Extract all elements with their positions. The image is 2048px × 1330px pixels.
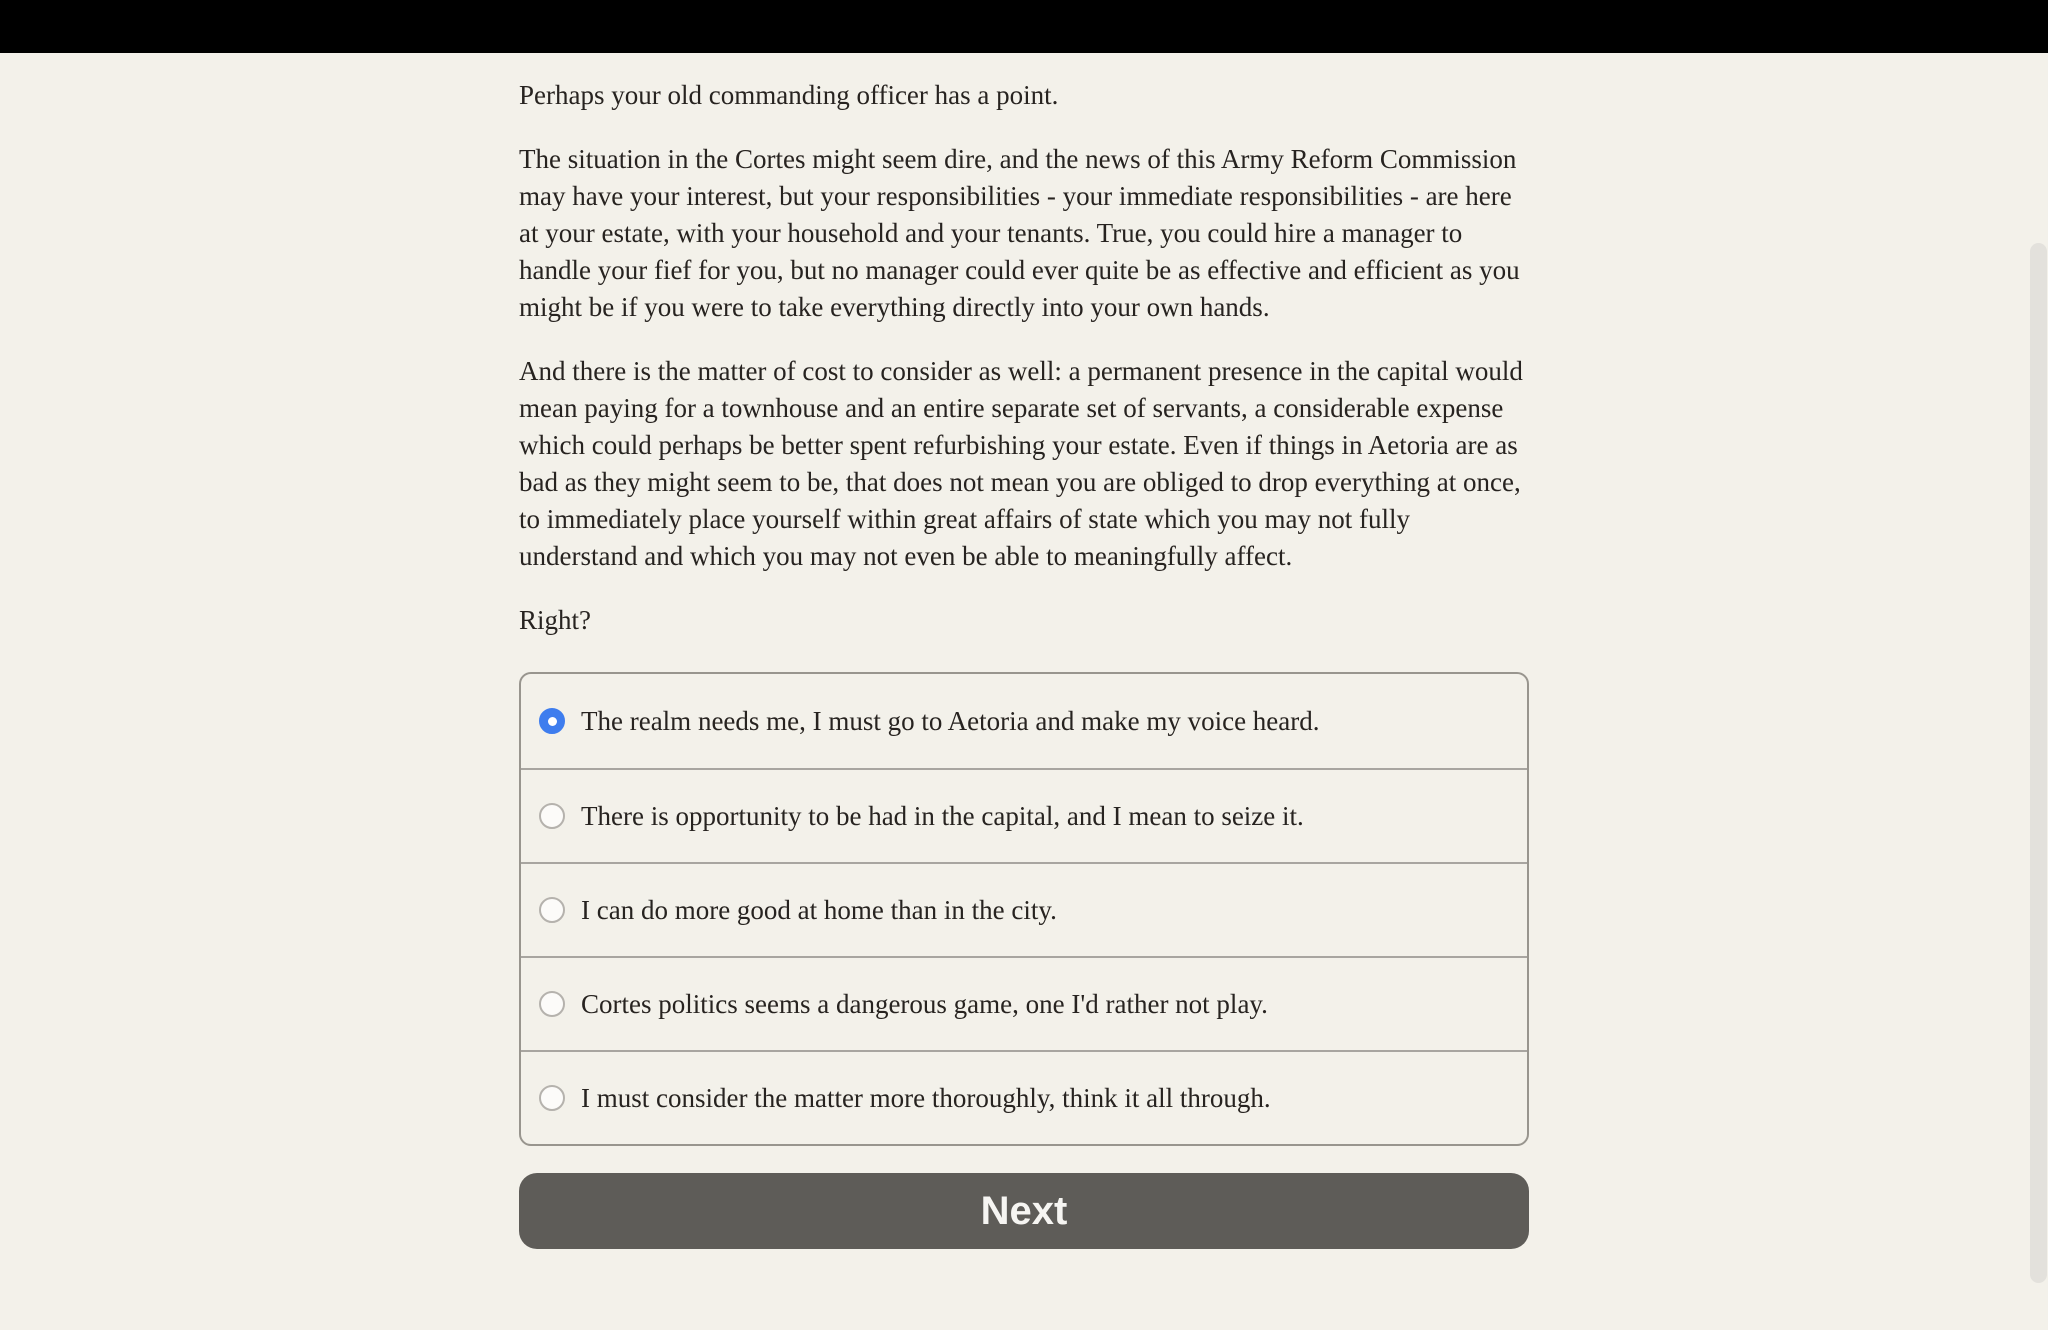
choice-option-5[interactable]	[521, 1050, 1527, 1144]
choice-option-2[interactable]	[521, 768, 1527, 862]
top-bar	[0, 0, 2048, 53]
story-paragraph: Perhaps your old commanding officer has a point.	[519, 80, 1059, 110]
story-paragraph: The situation in the Cortes might seem dire, and the news of this Army Reform Commission may have your interest, but your responsibilities - your immediate responsibilities - are here at your estate, with your household and your tenants. True, you could hire a manager to handle your fief for you, but no manager could ever quite be as effective and efficient as you might be if you were to take everything directly into your own hands.	[519, 144, 1520, 322]
story-content	[519, 53, 1529, 1249]
choice-list	[519, 672, 1529, 1146]
story-paragraph: And there is the matter of cost to consider as well: a permanent presence in the capital would mean paying for a townhouse and an entire separate set of servants, a considerable expense which could perhaps be better spent refurbishing your estate. Even if things in Aetoria are as bad as they might seem to be, that does not mean you are obliged to drop everything at once, to immediately place yourself within great affairs of state which you may not fully understand and which you may not even be able to meaningfully affect.	[519, 356, 1523, 571]
choice-option-label: I must consider the matter more thoroughly, think it all through.	[581, 1083, 1271, 1113]
radio-button[interactable]	[539, 991, 565, 1017]
radio-button[interactable]	[539, 897, 565, 923]
choice-option-1[interactable]	[521, 674, 1527, 768]
next-button[interactable]	[519, 1173, 1529, 1249]
radio-button[interactable]	[539, 803, 565, 829]
choice-option-3[interactable]	[521, 862, 1527, 956]
radio-button[interactable]	[539, 708, 565, 734]
next-button-label: Next	[980, 1188, 1068, 1233]
choice-option-label: The realm needs me, I must go to Aetoria and make my voice heard.	[581, 706, 1320, 736]
scrollbar-thumb[interactable]	[2030, 243, 2047, 1283]
choice-option-label: Cortes politics seems a dangerous game, one I'd rather not play.	[581, 989, 1268, 1019]
choice-option-label: There is opportunity to be had in the capital, and I mean to seize it.	[581, 801, 1304, 831]
story-paragraph-right-question: Right?	[519, 605, 591, 635]
choice-option-4[interactable]	[521, 956, 1527, 1050]
radio-button[interactable]	[539, 1085, 565, 1111]
choice-option-label: I can do more good at home than in the city.	[581, 895, 1057, 925]
